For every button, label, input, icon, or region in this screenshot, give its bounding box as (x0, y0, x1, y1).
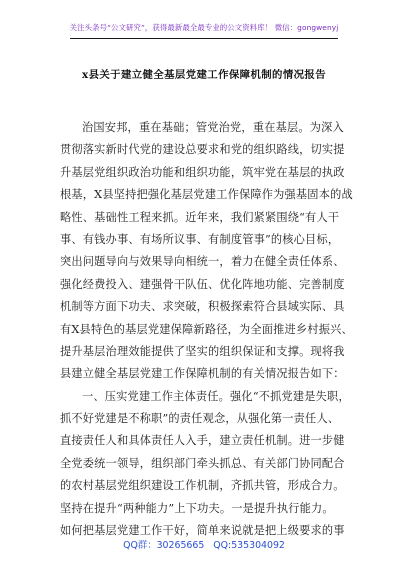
body-line: 突出问题导向与效果导向相统一，着力在健全责任体系、 (60, 255, 345, 269)
body-line: 全党委统一领导，组织部门牵头抓总、有关部门协同配合 (60, 456, 345, 470)
body-line: 事、有钱办事、有场所议事、有制度管事”的核心目标， (60, 232, 340, 246)
body-line: 提升基层治理效能提供了坚实的组织保证和支撑。现将我 (60, 344, 345, 358)
body-line: 县建立健全基层党建工作保障机制的有关情况报告如下： (60, 367, 345, 381)
header-divider (70, 38, 338, 39)
promo-banner: 关注头条号“公文研究”，获得最新最全最专业的公文资料库！ 微信：gongwenyj (69, 23, 339, 32)
body-line: 治国安邦，重在基础；管党治党，重在基层。为深入 (82, 121, 344, 134)
body-line: 一、压实党建工作主体责任。强化“不抓党建是失职， (82, 389, 350, 403)
body-line: 略性、基础性工程来抓。近年来，我们紧紧围绕“有人干 (60, 210, 340, 224)
body-line: 机制等方面下功夫、求突破，积极探索符合县域实际、具 (60, 300, 345, 314)
body-line: 强化经费投入、建强骨干队伍、优化阵地功能、完善制度 (60, 277, 345, 291)
document-body (60, 117, 356, 542)
body-line: 直接责任人和具体责任人入手，建立责任机制。进一步健 (60, 434, 345, 448)
body-line: 如何把基层党建工作干好，简单来说就是把上级要求的事 (60, 524, 345, 538)
body-line: 抓不好党建是不称职”的责任观念，从强化第一责任人、 (60, 412, 340, 426)
contact-footer (0, 537, 408, 551)
qq-group-number: QQ群：30265665 (123, 540, 205, 551)
body-line: 贯彻落实新时代党的建设总要求和党的组织路线，切实提 (60, 143, 345, 157)
document-title: x县关于建立健全基层党建工作保障机制的情况报告 (82, 69, 326, 81)
body-line: 的农村基层党组织建设工作机制，齐抓共管，形成合力。 (60, 479, 345, 493)
body-line: 有X县特色的基层党建保障新路径，为全面推进乡村振兴、 (60, 322, 353, 336)
qq-contact-number: QQ:535304092 (213, 540, 285, 551)
body-line: 坚持在提升“两种能力”上下功夫。一是提升执行能力。 (60, 501, 334, 515)
body-line: 根基，X县坚持把强化基层党建工作保障作为强基固本的战 (60, 188, 353, 202)
body-line: 升基层党组织政治功能和组织功能，筑牢党在基层的执政 (60, 165, 345, 179)
